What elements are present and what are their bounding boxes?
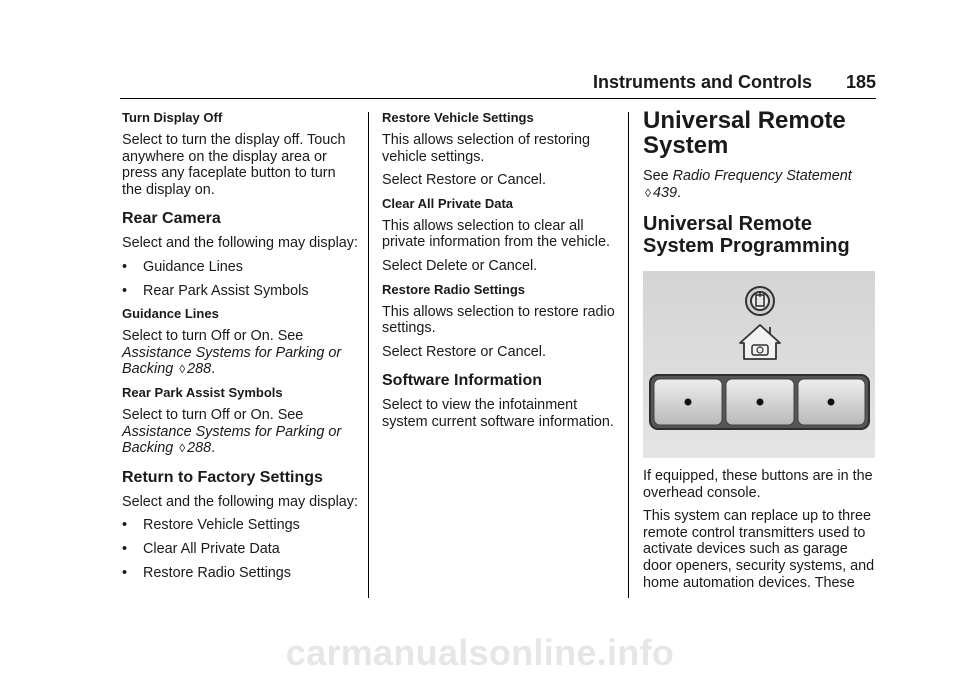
section-title: Instruments and Controls — [592, 72, 812, 92]
heading-software-information: Software Information — [382, 372, 543, 390]
paragraph: This allows selection of restoring vehicle settings. — [382, 132, 590, 165]
page-ref-icon: ◊ — [179, 362, 186, 377]
figure-caption-block — [643, 468, 875, 598]
subheading-restore-radio-settings: Restore Radio Settings — [382, 281, 526, 297]
paragraph: Select to turn the display off. Touch anywhere on the display area or press any faceplate button to turn the display on. — [122, 132, 346, 198]
list-item — [122, 541, 358, 558]
paragraph: See Radio Frequency Statement ◊ 439. — [643, 168, 852, 201]
column-2 — [382, 110, 618, 438]
column-divider — [368, 112, 369, 598]
button-dot-icon — [828, 399, 835, 406]
subheading-clear-all-private-data: Clear All Private Data — [382, 195, 514, 211]
page-number: 185 — [845, 72, 876, 92]
list-item-text: Restore Vehicle Settings — [143, 517, 300, 534]
paragraph: If equipped, these buttons are in the overhead console. — [643, 468, 873, 501]
heading-rear-camera: Rear Camera — [122, 210, 221, 228]
heading-return-to-factory-settings: Return to Factory Settings — [122, 468, 323, 486]
cross-reference-page[interactable]: 288 — [187, 440, 212, 457]
paragraph: This allows selection to restore radio settings. — [382, 303, 615, 337]
paragraph: Select to turn Off or On. See Assistance Systems for Parking or Backing ◊ 288. — [122, 406, 342, 457]
paragraph: Select to view the infotainment system current software information. — [382, 397, 614, 430]
bullet-icon: • — [122, 517, 128, 534]
paragraph-text: Select to turn Off or On. See — [122, 406, 304, 423]
column-1 — [122, 110, 358, 588]
paragraph: Select and the following may display: — [122, 235, 358, 252]
paragraph: This allows selection to clear all private information from the vehicle. — [382, 217, 610, 251]
list-item-text: Clear All Private Data — [143, 540, 280, 557]
page-ref-icon: ◊ — [645, 185, 651, 200]
list-item-text: Guidance Lines — [143, 258, 244, 275]
cross-reference-page[interactable]: 439 — [652, 184, 677, 201]
cross-reference-link[interactable]: Assistance Systems for Parking or Backing — [122, 423, 342, 457]
list-item — [122, 259, 358, 276]
header-rule — [120, 98, 876, 99]
overhead-console-illustration — [643, 271, 875, 458]
list-item — [122, 565, 358, 582]
column-divider — [628, 112, 629, 598]
cross-reference-page[interactable]: 288 — [187, 361, 212, 378]
subheading-turn-display-off: Turn Display Off — [122, 110, 223, 125]
paragraph-text: See — [643, 168, 669, 184]
subheading-rear-park-assist-symbols: Rear Park Assist Symbols — [122, 384, 283, 400]
heading-universal-remote-system-programming: Universal Remote System Programming — [643, 213, 850, 258]
paragraph: Select to turn Off or On. See Assistance Systems for Parking or Backing ◊ 288. — [122, 328, 342, 378]
list-item-text: Restore Radio Settings — [143, 564, 291, 581]
subheading-restore-vehicle-settings: Restore Vehicle Settings — [382, 110, 534, 125]
paragraph: Select Restore or Cancel. — [382, 172, 546, 189]
heading-universal-remote-system: Universal Remote System — [643, 107, 846, 159]
paragraph: Select Delete or Cancel. — [382, 257, 538, 274]
page-header — [120, 70, 876, 98]
list-item-text: Rear Park Assist Symbols — [143, 282, 309, 299]
button-dot-icon — [757, 399, 764, 406]
list-item — [122, 517, 358, 534]
paragraph: This system can replace up to three remote control transmitters used to activate devices such as garage door openers, security systems, and home automation devices. These — [643, 508, 875, 591]
paragraph: Select and the following may display: — [122, 493, 358, 510]
bullet-icon: • — [122, 258, 128, 275]
watermark: carmanualsonline.info — [285, 632, 675, 673]
bullet-icon: • — [122, 282, 128, 299]
overhead-console-figure — [643, 271, 875, 458]
bullet-icon: • — [122, 564, 128, 581]
subheading-guidance-lines: Guidance Lines — [122, 306, 219, 322]
page-ref-icon: ◊ — [179, 441, 186, 456]
paragraph: Select Restore or Cancel. — [382, 343, 546, 360]
bullet-icon: • — [122, 540, 128, 557]
paragraph-text: Select to turn Off or On. See — [122, 328, 304, 345]
button-dot-icon — [685, 399, 692, 406]
column-3 — [643, 107, 875, 267]
cross-reference-link[interactable]: Assistance Systems for Parking or Backing — [122, 344, 342, 378]
indicator-light-icon — [746, 287, 774, 315]
cross-reference-link[interactable]: Radio Frequency Statement — [672, 168, 852, 184]
list-item — [122, 283, 358, 300]
